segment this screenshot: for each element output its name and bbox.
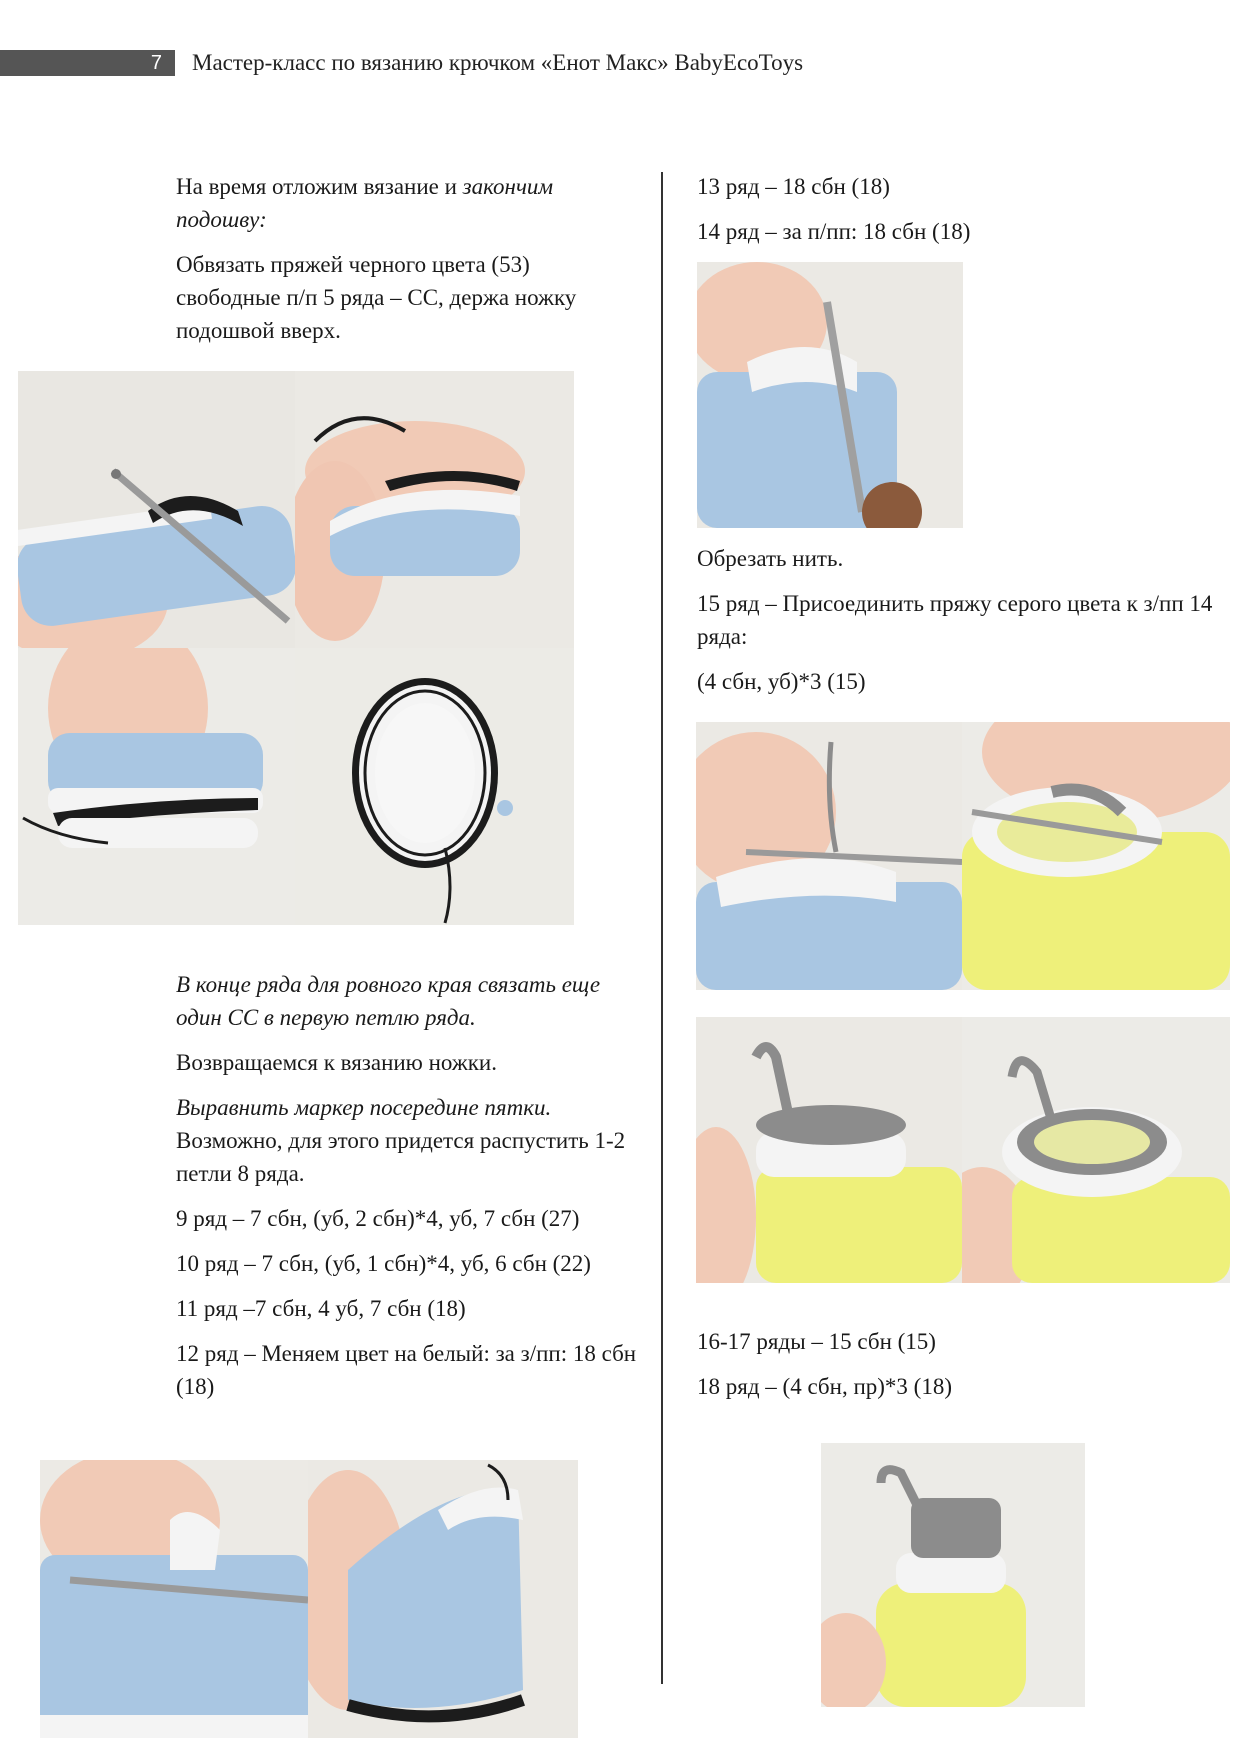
left-intro-text	[176, 170, 636, 359]
marker-italic-text: Выравнить маркер посередине пятки.	[176, 1095, 552, 1120]
cut-thread: Обрезать нить.	[697, 546, 844, 571]
row-15-pattern: (4 сбн, уб)*3 (15)	[697, 669, 866, 694]
row-14: 14 ряд – за п/пп: 18 сбн (18)	[697, 219, 971, 244]
marker-plain-text: Возможно, для этого придется распустить 1-2 петли 8 ряда.	[176, 1128, 626, 1186]
row-18: 18 ряд – (4 сбн, пр)*3 (18)	[697, 1374, 952, 1399]
photo-sole-bottom-view	[18, 648, 295, 925]
edge-note	[176, 968, 646, 1034]
edge-note-italic: В конце ряда для ровного края связать еще один СС в первую петлю ряда.	[176, 972, 601, 1030]
photo-gray-rows-top	[962, 1017, 1230, 1283]
column-divider	[661, 172, 663, 1684]
photo-gray-round	[962, 722, 1230, 990]
intro-plain-text: На время отложим вязание и	[176, 174, 463, 199]
photo-gray-join	[696, 722, 962, 990]
intro-italic-text: закончим подошву:	[176, 174, 554, 232]
row-12: 12 ряд – Меняем цвет на белый: за з/пп: 18 сбн (18)	[176, 1341, 637, 1399]
photo-white-row-hook	[40, 1460, 308, 1738]
right-top-text	[697, 170, 1217, 260]
return-to-leg: Возвращаемся к вязанию ножки.	[176, 1050, 497, 1075]
photo-gray-rows-front	[696, 1017, 962, 1283]
photo-slipper-side	[295, 371, 574, 648]
photo-white-row-done	[308, 1460, 578, 1738]
right-bottom-text	[697, 1325, 1217, 1415]
photo-sole-oval	[295, 648, 574, 925]
right-middle-text	[697, 542, 1217, 710]
row-9: 9 ряд – 7 сбн, (уб, 2 сбн)*4, уб, 7 сбн (27)	[176, 1206, 580, 1231]
row-11: 11 ряд –7 сбн, 4 уб, 7 сбн (18)	[176, 1296, 466, 1321]
row-15: 15 ряд – Присоединить пряжу серого цвета к з/пп 14 ряда:	[697, 591, 1213, 649]
row-10: 10 ряд – 7 сбн, (уб, 1 сбн)*4, уб, 6 сбн (22)	[176, 1251, 591, 1276]
left-middle-text	[176, 968, 646, 1415]
marker-instruction	[176, 1091, 646, 1190]
header-bar	[0, 50, 175, 76]
row-13: 13 ряд – 18 сбн (18)	[697, 174, 890, 199]
photo-row14-hook	[697, 262, 963, 528]
photo-hook-black-edge	[18, 371, 295, 648]
intro-paragraph	[176, 170, 636, 236]
photo-finished-leg	[821, 1443, 1085, 1707]
sole-instruction: Обвязать пряжей черного цвета (53) свободные п/п 5 ряда – СС, держа ножку подошвой вверх.	[176, 252, 577, 343]
page-number: 7	[150, 52, 162, 74]
rows-16-17: 16-17 ряды – 15 сбн (15)	[697, 1329, 936, 1354]
page-title: Мастер-класс по вязанию крючком «Енот Макс» BabyEcoToys	[192, 50, 804, 75]
